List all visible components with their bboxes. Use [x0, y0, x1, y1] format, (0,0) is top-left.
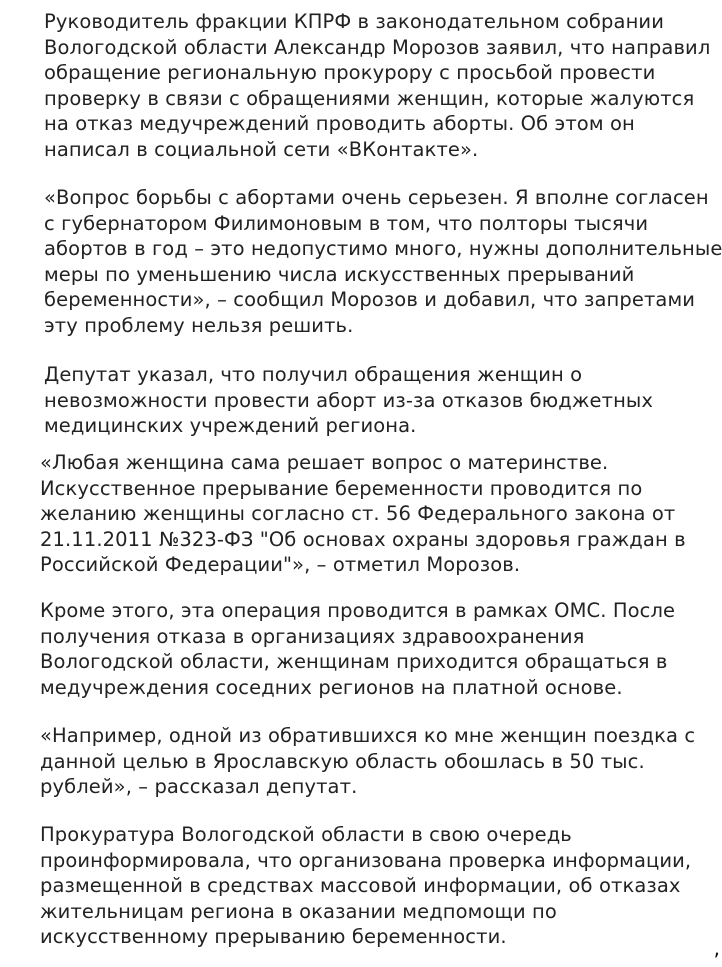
paragraph-2: «Вопрос борьбы с абортами очень серьезен. Я вполне согласен с губернатором Филимоновым в том, что полторы тысячи абортов в год – это недопустимо много, нужны дополнительные меры по уменьшению числа искусственных прерываний беременности», – сообщил Морозов и добавил, что запретами эту проблему нельзя решить.	[44, 186, 722, 337]
paragraph-1: Руководитель фракции КПРФ в законодательном собрании Вологодской области Александр Морозов заявил, что направил обращение региональную прокурору с просьбой провести проверку в связи с обращениями женщин, которые жалуются на отказ медучреждений проводить аборты. Об этом он написал в социальной сети «ВКонтакте».	[44, 10, 711, 161]
edge-punctuation-mark: ,	[713, 936, 720, 960]
paragraph-4: «Любая женщина сама решает вопрос о материнстве. Искусственное прерывание беременности проводится по желанию женщины согласно ст. 56 Федерального закона от 21.11.2011 №323-ФЗ "Об основах охраны здоровья граждан в Российской Федерации"», – отметил Морозов.	[40, 451, 686, 577]
paragraph-3: Депутат указал, что получил обращения женщин о невозможности провести аборт из-за отказов бюджетных медицинских учреждений региона.	[44, 363, 654, 438]
paragraph-6: «Например, одной из обратившихся ко мне женщин поездка с данной целью в Ярославскую область обошлась в 50 тыс. рублей», – рассказал депутат.	[40, 724, 696, 799]
paragraph-7: Прокуратура Вологодской области в свою очередь проинформировала, что организована проверка информации, размещенной в средствах массовой информации, об отказах жительницам региона в оказании медпомощи по искусственному прерыванию беременности.	[40, 823, 692, 949]
paragraph-5: Кроме этого, эта операция проводится в рамках ОМС. После получения отказа в организациях здравоохранения Вологодской области, женщинам приходится обращаться в медучреждения соседних регионов на платной основе.	[40, 599, 676, 699]
